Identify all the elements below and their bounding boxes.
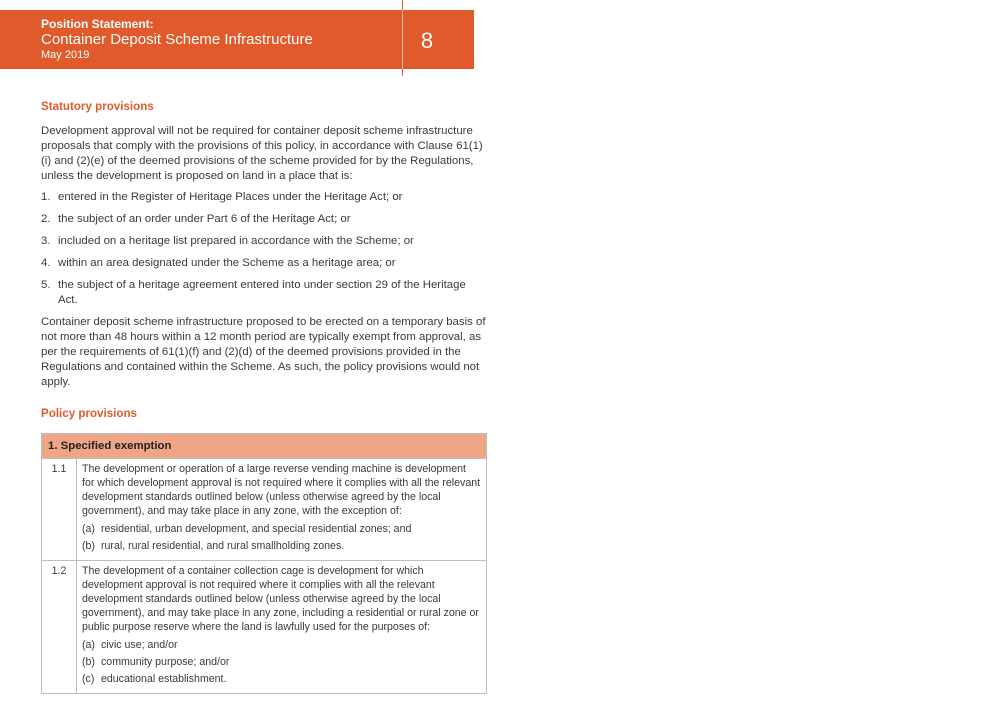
sub-item-text: civic use; and/or	[101, 639, 178, 651]
header-divider-highlight	[402, 10, 403, 69]
policy-table	[41, 433, 487, 694]
sub-item-text: residential, urban development, and special residential zones; and	[101, 523, 412, 535]
table-header: 1. Specified exemption	[42, 434, 487, 459]
sub-item-text: educational establishment.	[101, 673, 227, 685]
sub-item-label: (b)	[82, 540, 95, 552]
sub-item	[82, 672, 481, 686]
list-item-number: 2.	[41, 213, 51, 225]
page-content	[41, 99, 487, 694]
page-number: 8	[420, 28, 434, 53]
statutory-intro: Development approval will not be required for container deposit scheme infrastructure proposals that comply with the provisions of this policy, in accordance with Clause 61(1)(i) and (2)(e) of the deemed provisions of the scheme provided for by the Regulations, unless the development is proposed on land in a place that is:	[41, 125, 483, 182]
row-text: The development or operation of a large reverse vending machine is development for which development approval is not required where it complies with all the relevant development standards outlined below (unless otherwise agreed by the local government), and may take place in any zone, with the exception of:	[82, 463, 481, 517]
list-item	[41, 278, 487, 308]
row-number: 1.2	[42, 561, 77, 694]
list-item-number: 3.	[41, 235, 51, 247]
sub-item-label: (c)	[82, 673, 95, 685]
sub-item-label: (a)	[82, 639, 95, 651]
document-type-label: Position Statement:	[41, 17, 154, 31]
list-item-text: the subject of an order under Part 6 of the Heritage Act; or	[58, 213, 351, 225]
row-text: The development of a container collection cage is development for which development approval is not required where it complies with all the relevant development standards outlined below (unless otherwise agreed by the local government), and may take place in any zone, including a residential or rural zone or public purpose reserve where the land is lawfully used for the purposes of:	[82, 565, 479, 633]
list-item	[41, 212, 487, 227]
list-item-number: 5.	[41, 279, 51, 291]
sub-item	[82, 539, 481, 553]
list-item-text: the subject of a heritage agreement entered into under section 29 of the Heritage Act.	[58, 279, 466, 306]
sub-item-label: (b)	[82, 656, 95, 668]
policy-heading: Policy provisions	[41, 407, 137, 420]
sub-item-text: community purpose; and/or	[101, 656, 230, 668]
document-title: Container Deposit Scheme Infrastructure	[41, 31, 313, 48]
row-number: 1.1	[42, 459, 77, 561]
statutory-closing: Container deposit scheme infrastructure proposed to be erected on a temporary basis of not more than 48 hours within a 12 month period are typically exempt from approval, as per the requirements of 61(1)(f) and (2)(d) of the deemed provisions provided in the Regulations and contained within the Scheme. As such, the policy provisions would not apply.	[41, 316, 486, 388]
list-item	[41, 234, 487, 249]
sub-item-label: (a)	[82, 523, 95, 535]
list-item-text: entered in the Register of Heritage Places under the Heritage Act; or	[58, 191, 403, 203]
sub-item	[82, 522, 481, 536]
sub-item	[82, 638, 481, 652]
statutory-heading: Statutory provisions	[41, 100, 154, 113]
list-item-number: 4.	[41, 257, 51, 269]
table-row	[42, 459, 487, 561]
table-row	[42, 561, 487, 694]
list-item-number: 1.	[41, 191, 51, 203]
list-item	[41, 190, 487, 205]
list-item-text: included on a heritage list prepared in accordance with the Scheme; or	[58, 235, 414, 247]
sub-item	[82, 655, 481, 669]
list-item-text: within an area designated under the Scheme as a heritage area; or	[58, 257, 396, 269]
document-date: May 2019	[41, 49, 90, 61]
heritage-conditions-list	[41, 190, 487, 308]
sub-item-text: rural, rural residential, and rural smallholding zones.	[101, 540, 345, 552]
row-content	[77, 459, 487, 561]
row-content	[77, 561, 487, 694]
list-item	[41, 256, 487, 271]
table-header-row	[42, 434, 487, 459]
